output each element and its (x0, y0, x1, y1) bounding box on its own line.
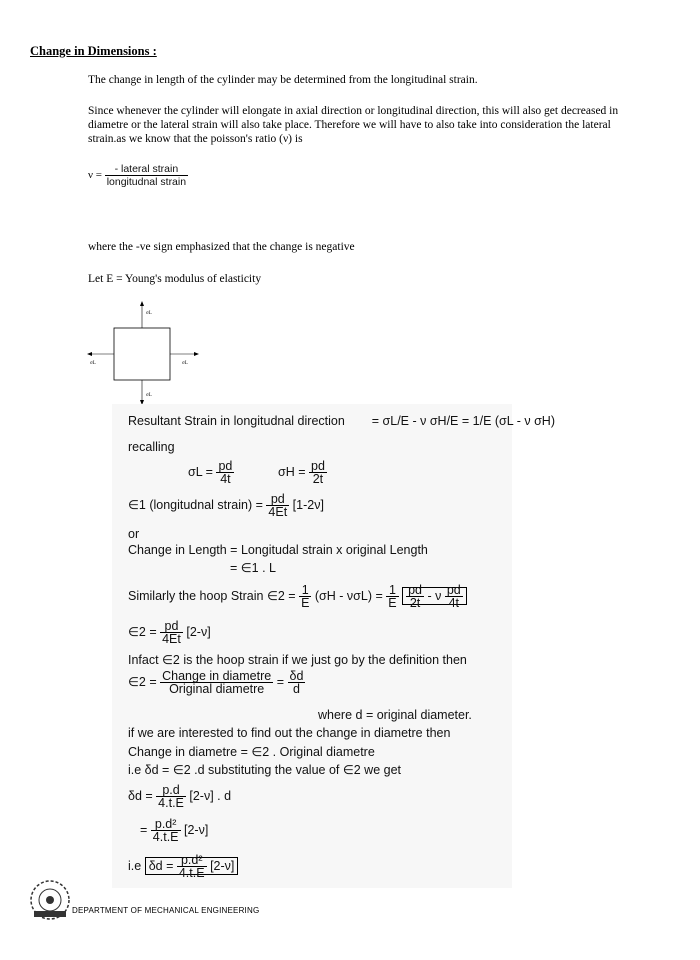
hoop-definition-equation: ∈2 = $\frac{\text{Change in diametre}}{\text{Original diametre}}$ = $\frac{\delta d}{d}$ (128, 669, 304, 696)
poisson-fraction (105, 163, 188, 188)
resultant-expr: = σL/E - ν σH/E = 1/E (σL - ν σH) (371, 414, 555, 428)
poisson-ratio-equation (88, 163, 188, 188)
section-heading: Change in Dimensions : (30, 44, 157, 58)
where-d-line: where d = original diameter. (318, 708, 472, 722)
final-result-equation: i.e δd = $\frac{\text{p.d²}}{4.t.E}$ [2-ν] (128, 854, 238, 879)
or-label: or (128, 527, 140, 541)
poisson-denominator: longitudnal strain (106, 176, 187, 188)
final-result-box: δd = $\frac{\text{p.d²}}{4.t.E}$ [2-ν] (145, 857, 239, 875)
substituting-line: i.e δd = ∈2 .d substituting the value of ∈2 we get (128, 763, 401, 777)
label-right: σL (182, 361, 188, 366)
resultant-text: Resultant Strain in longitudnal direction (128, 414, 345, 428)
poisson-lhs: ν = (88, 169, 102, 182)
label-left: σL (90, 361, 96, 366)
footer-department: DEPARTMENT OF MECHANICAL ENGINEERING (72, 906, 260, 915)
element-square (114, 328, 170, 380)
department-logo (28, 878, 72, 922)
label-bottom: σL (146, 393, 152, 398)
change-in-length-equation: Change in Length = Longitudal strain x original Length (128, 543, 428, 557)
epsilon1-L: = ∈1 . L (230, 561, 276, 575)
paragraph-lateral-strain: Since whenever the cylinder will elongate in axial direction or longitudinal direction, this will also get decreased in diametre or the lateral strain will also take place. Therefore we will have to also take into consideration the lateral strain.as we know that the poisson's ratio (ν) is (88, 105, 619, 145)
recalling-label: recalling (128, 440, 175, 454)
delta-d-equation-1: δd = $\frac{p.d}{4.t.E}$ [2-ν] . d (128, 783, 232, 810)
poisson-numerator: - lateral strain (105, 163, 188, 176)
label-top: σL (146, 311, 152, 316)
infact-line: Infact ∈2 is the hoop strain if we just go by the definition then (128, 653, 467, 667)
epsilon2-equation: ∈2 = $\frac{pd}{4Et}$ [2-ν] (128, 619, 211, 646)
paragraph-negative-sign: where the -ve sign emphasized that the change is negative (88, 241, 355, 253)
sigma-h-equation: σH = $\frac{pd}{2t}$ (278, 459, 325, 486)
hoop-strain-equation: Similarly the hoop Strain ∈2 = $\frac{1}{E}$ (σH - νσL) = $\frac{1}{E}$ $\frac{pd}{2t}$ - ν $\frac{pd}{4t}$ (128, 584, 467, 609)
resultant-strain-line (128, 414, 555, 428)
if-interested-line: if we are interested to find out the change in diametre then (128, 726, 451, 740)
change-diameter-equation: Change in diametre = ∈2 . Original diametre (128, 745, 375, 759)
delta-d-equation-2: = $\frac{\text{p.d²}}{4.t.E}$ [2-ν] (140, 817, 209, 844)
hoop-bracket-term: $\frac{pd}{2t}$ - ν $\frac{pd}{4t}$ (402, 587, 467, 605)
paragraph-youngs-modulus: Let E = Young's modulus of elasticity (88, 273, 262, 285)
sigma-l-equation: σL = $\frac{pd}{4t}$ (188, 459, 233, 486)
paragraph-length-change: The change in length of the cylinder may be determined from the longitudinal strain. (88, 74, 478, 86)
longitudinal-strain-equation: ∈1 (longitudnal strain) = $\frac{pd}{4Et}$ [1-2ν] (128, 492, 324, 519)
stress-element-diagram (84, 298, 214, 408)
